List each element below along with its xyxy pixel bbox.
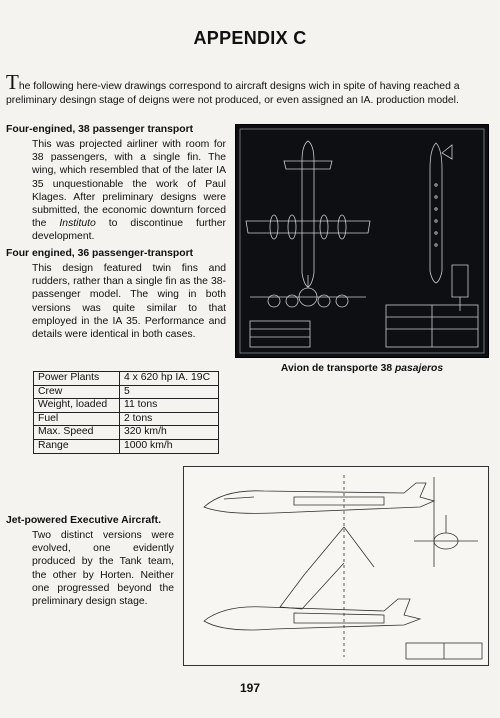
spec-value: 1000 km/h bbox=[120, 439, 219, 453]
spec-label: Crew bbox=[34, 385, 120, 399]
transport-figure-caption bbox=[240, 363, 484, 374]
jet-executive-blueprint-drawing bbox=[184, 467, 488, 665]
section-heading-jet-executive: Jet-powered Executive Aircraft. bbox=[6, 515, 161, 526]
spec-label: Range bbox=[34, 439, 120, 453]
transport-blueprint-image bbox=[235, 124, 489, 358]
spec-label: Fuel bbox=[34, 412, 120, 426]
spec-value: 320 km/h bbox=[120, 426, 219, 440]
caption-main-text: Avion de transporte 38 bbox=[280, 363, 395, 374]
table-row bbox=[34, 385, 219, 399]
table-row bbox=[34, 439, 219, 453]
caption-italic-text: pasajeros bbox=[394, 363, 444, 374]
section-body-38-italic: Instituto bbox=[59, 218, 96, 230]
jet-executive-blueprint-image bbox=[183, 466, 489, 666]
intro-paragraph bbox=[6, 70, 494, 108]
spec-label: Max. Speed bbox=[34, 426, 120, 440]
page-number: 197 bbox=[239, 681, 261, 695]
table-row bbox=[34, 426, 219, 440]
section-body-36-passenger: This design featured twin fins and rudders, rather than a single fin as the 38-passenger model. The wing in both versions was quite similar to that employed in the IA 35. Performance and details were identical in both cases. bbox=[32, 263, 226, 341]
transport-blueprint-drawing bbox=[236, 125, 488, 357]
intro-dropcap: T bbox=[6, 70, 19, 94]
spec-value: 11 tons bbox=[120, 399, 219, 413]
section-body-38-text-b: to discontinue further development. bbox=[32, 218, 226, 243]
page-title: APPENDIX C bbox=[193, 28, 307, 48]
table-row bbox=[34, 399, 219, 413]
intro-text: he following here-view drawings correspond to aircraft designs wich in spite of having reached a preliminary desingn stage of deigns were not produced, or even assigned an IA. production model. bbox=[6, 81, 460, 106]
section-body-38-text-a: This was projected airliner with room for 38 passengers, with a single fin. The wing, which resembled that of the later IA 35 unquestionable the work of Paul Klages. After preliminary designs were submitted, the economic downturn forced the bbox=[32, 139, 226, 230]
table-row bbox=[34, 412, 219, 426]
section-heading-36-passenger: Four engined, 36 passenger-transport bbox=[6, 248, 194, 259]
section-body-38-passenger bbox=[32, 138, 226, 244]
spec-value: 2 tons bbox=[120, 412, 219, 426]
table-row bbox=[34, 372, 219, 386]
spec-value: 4 x 620 hp IA. 19C bbox=[120, 372, 219, 386]
spec-label: Power Plants bbox=[34, 372, 120, 386]
section-heading-38-passenger: Four-engined, 38 passenger transport bbox=[6, 124, 194, 135]
section-body-jet-executive: Two distinct versions were evolved, one evidently produced by the Tank team, the other by Horten. Neither one progressed beyond the preliminary design stage. bbox=[32, 530, 174, 608]
specifications-table bbox=[33, 371, 219, 454]
spec-value: 5 bbox=[120, 385, 219, 399]
spec-label: Weight, loaded bbox=[34, 399, 120, 413]
